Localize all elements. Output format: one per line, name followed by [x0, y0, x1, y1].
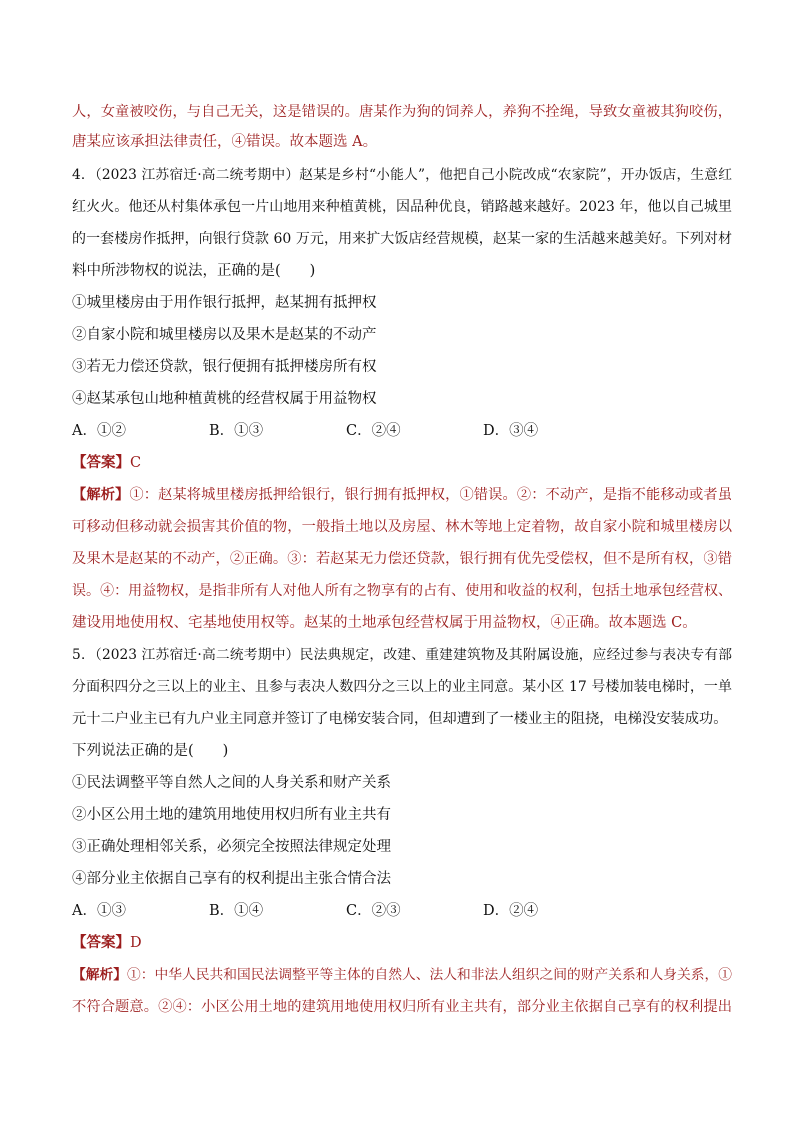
q4-statement-4: ④赵某承包山地种植黄桃的经营权属于用益物权 [72, 391, 377, 407]
q5-option-b: B．①④ [209, 903, 264, 919]
q5-analysis-line-1: 【解析】①：中华人民共和国民法调整平等主体的自然人、法人和非法人组织之间的财产关系和人身关系，① [72, 967, 733, 983]
q4-analysis-line-2: 可移动但移动就会损害其价值的物，一般指土地以及房屋、林木等地上定着物，故自家小院和城里楼房以 [72, 519, 732, 535]
q3-analysis-line-2: 唐某应该承担法律责任，④错误。故本题选 A。 [72, 134, 378, 150]
section-tag: 【解析】 [72, 487, 130, 503]
q5-statement-1: ①民法调整平等自然人之间的人身关系和财产关系 [72, 775, 391, 791]
q5-option-a: A．①③ [72, 903, 126, 919]
q5-stem-line-1: 5．（2023 江苏宿迁·高二统考期中）民法典规定，改建、重建建筑物及其附属设施，应经过参与表决专有部 [72, 647, 732, 663]
q4-analysis-line-3: 及果木是赵某的不动产，②正确。③：若赵某无力偿还贷款，银行拥有优先受偿权，但不是所有权，③错 [72, 551, 732, 567]
section-tag: 【答案】 [72, 934, 130, 951]
q4-analysis-line-5: 建设用地使用权、宅基地使用权等。赵某的土地承包经营权属于用益物权，④正确。故本题选 C。 [72, 615, 697, 631]
q5-statement-3: ③正确处理相邻关系，必须完全按照法律规定处理 [72, 839, 391, 855]
q5-answer: 【答案】D [72, 934, 142, 951]
q4-option-b: B．①③ [209, 423, 264, 439]
q4-answer: 【答案】C [72, 454, 142, 471]
q4-analysis-line-1: 【解析】①：赵某将城里楼房抵押给银行，银行拥有抵押权，①错误。②：不动产，是指不能移动或者虽 [72, 487, 732, 503]
q4-option-d: D．③④ [483, 423, 539, 439]
q4-stem-line-4: 料中所涉物权的说法，正确的是( ) [72, 263, 316, 279]
q5-option-d: D．②④ [483, 903, 539, 919]
q5-statement-4: ④部分业主依据自己享有的权利提出主张合情合法 [72, 871, 391, 887]
q5-statement-2: ②小区公用土地的建筑用地使用权归所有业主共有 [72, 807, 391, 823]
q5-analysis-line-2: 不符合题意。②④：小区公用土地的建筑用地使用权归所有业主共有，部分业主依据自己享有的权利提出 [72, 999, 732, 1015]
q5-option-c: C．②③ [346, 903, 401, 919]
q5-stem-line-3: 元十二户业主已有九户业主同意并签订了电梯安装合同，但却遭到了一楼业主的阻挠，电梯没安装成功。 [72, 711, 728, 727]
q5-options [72, 901, 732, 921]
q3-analysis-line-1: 人，女童被咬伤，与自己无关，这是错误的。唐某作为狗的饲养人，养狗不拴绳，导致女童被其狗咬伤， [72, 104, 732, 120]
q4-option-a: A．①② [72, 423, 126, 439]
q5-stem-line-4: 下列说法正确的是( ) [72, 743, 229, 759]
q5-stem-line-2: 分面积四分之三以上的业主、且参与表决人数四分之三以上的业主同意。某小区 17 号楼加装电梯时，一单 [72, 679, 732, 695]
q4-stem-line-3: 的一套楼房作抵押，向银行贷款 60 万元，用来扩大饭店经营规模，赵某一家的生活越来越美好。下列对材 [72, 231, 732, 247]
q4-statement-1: ①城里楼房由于用作银行抵押，赵某拥有抵押权 [72, 295, 377, 311]
q4-statement-3: ③若无力偿还贷款，银行便拥有抵押楼房所有权 [72, 359, 377, 375]
q4-option-c: C．②④ [346, 423, 401, 439]
section-tag: 【解析】 [72, 967, 128, 983]
q4-statement-2: ②自家小院和城里楼房以及果木是赵某的不动产 [72, 327, 377, 343]
q4-stem-line-1: 4．（2023 江苏宿迁·高二统考期中）赵某是乡村“小能人”，他把自己小院改成“农家院”，开办饭店，生意红 [72, 167, 732, 183]
section-tag: 【答案】 [72, 454, 130, 471]
q4-stem-line-2: 红火火。他还从村集体承包一片山地用来种植黄桃，因品种优良，销路越来越好。2023 年，他以自己城里 [72, 199, 732, 215]
q4-analysis-line-4: 误。④：用益物权，是指非所有人对他人所有之物享有的占有、使用和收益的权利，包括土地承包经营权、 [72, 583, 732, 599]
q4-options [72, 421, 732, 441]
